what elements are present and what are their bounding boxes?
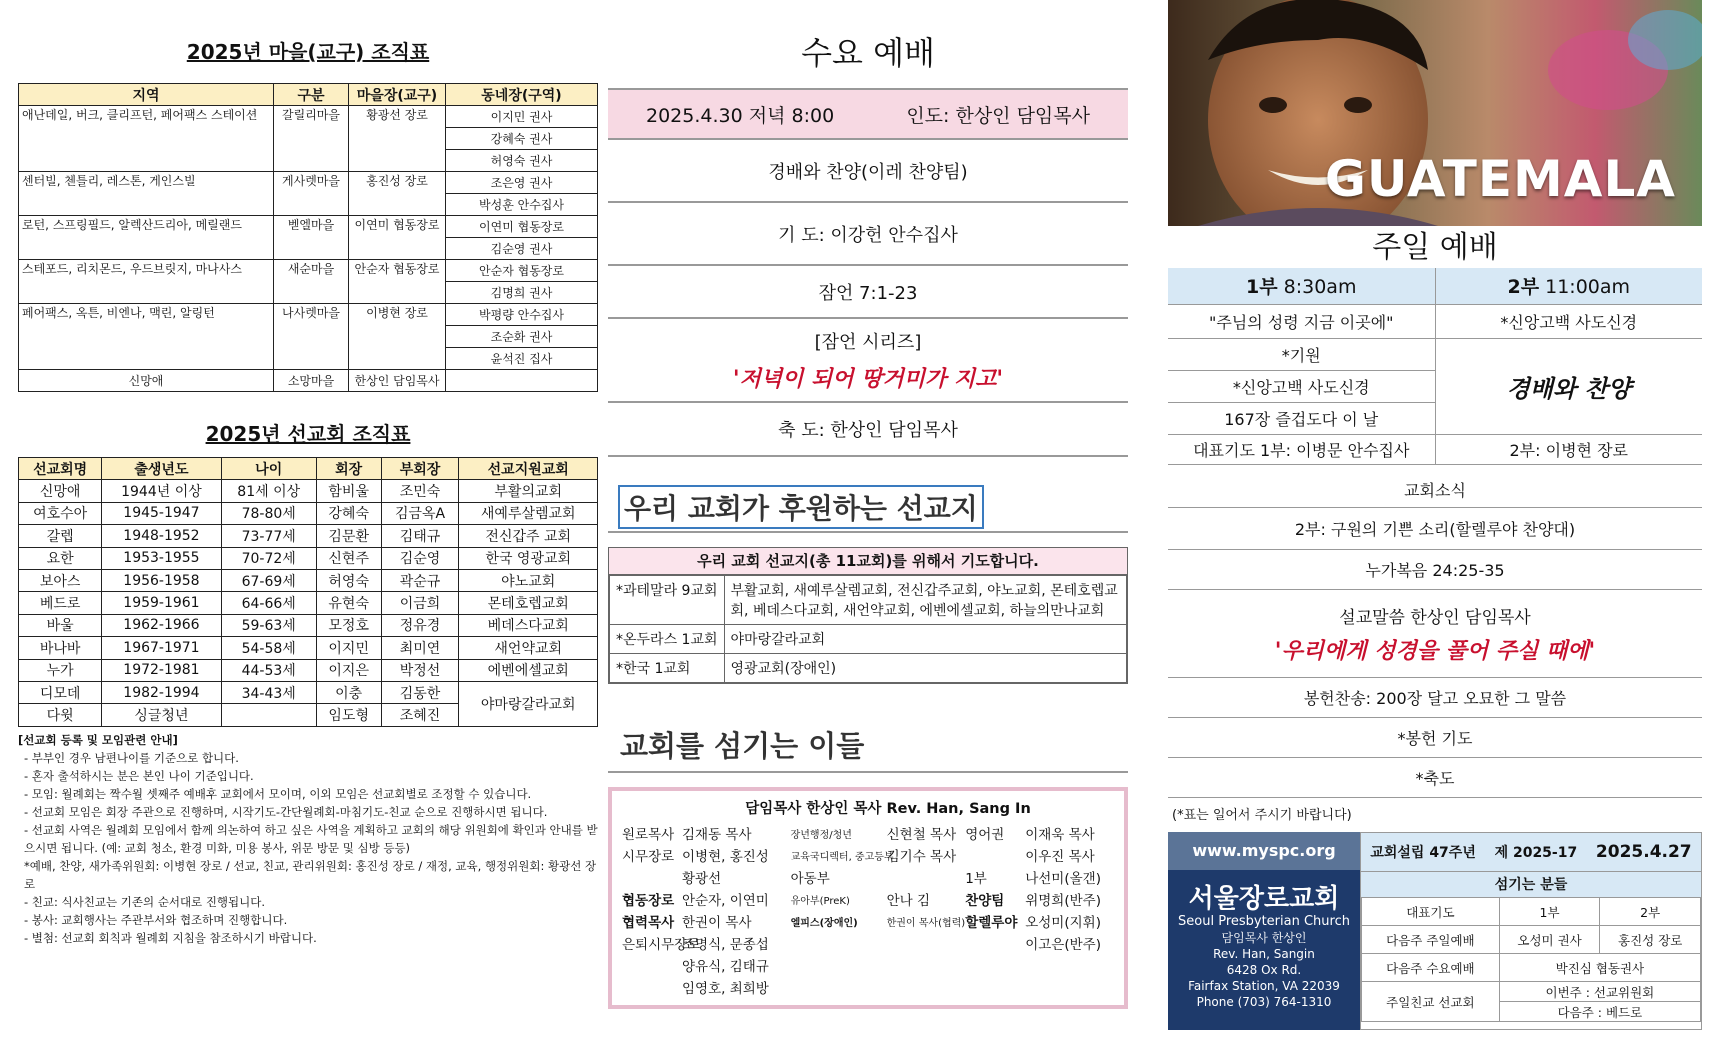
mission-header: 부회장 bbox=[381, 458, 459, 480]
mission-row bbox=[19, 592, 598, 614]
serve-cell: 다음주 수요예배 bbox=[1362, 954, 1500, 982]
mission-cell: 곽순규 bbox=[381, 569, 459, 591]
mission-cell: 이지은 bbox=[316, 659, 381, 681]
issue-number: 제 2025-17 bbox=[1494, 845, 1578, 861]
staff-name: 한권이 목사(협력) bbox=[886, 917, 966, 929]
staff-role: 은퇴시무장로 bbox=[622, 937, 701, 953]
serve-row bbox=[1362, 982, 1701, 1002]
org-header: 구분 bbox=[274, 84, 349, 106]
org-leader: 홍진성 장로 bbox=[349, 172, 446, 216]
org-region: 신망애 bbox=[19, 370, 274, 392]
serve-cell: 대표기도 bbox=[1362, 898, 1500, 926]
org-header: 지역 bbox=[19, 84, 274, 106]
right-column bbox=[1168, 0, 1704, 1039]
church-name: 서울장로교회 bbox=[1188, 884, 1340, 914]
serve-cell: 1부 bbox=[1499, 898, 1600, 926]
wednesday-title: 수요 예배 bbox=[801, 34, 935, 72]
mission-cell: 59-63세 bbox=[221, 614, 316, 636]
mission-cell bbox=[221, 704, 316, 726]
missions-box bbox=[608, 547, 1128, 684]
scripture-row bbox=[608, 266, 1128, 319]
mission-cell: 조민숙 bbox=[381, 480, 459, 502]
mission-cell: 바나바 bbox=[19, 637, 102, 659]
hymn167: 167장 즐겁도다 이 날 bbox=[1168, 402, 1435, 434]
org-sub: 윤석진 집사 bbox=[446, 348, 598, 370]
serve-cell: 2부 bbox=[1600, 898, 1701, 926]
mission-cell: 64-66세 bbox=[221, 592, 316, 614]
servants-title: 교회를 섬기는 이들 bbox=[620, 729, 865, 763]
mission-row bbox=[19, 637, 598, 659]
mission-cell: 34-43세 bbox=[221, 681, 316, 703]
service1-header bbox=[1168, 268, 1435, 304]
benediction: *축도 bbox=[1415, 769, 1455, 788]
serve-row bbox=[1362, 898, 1701, 926]
staff-entry bbox=[791, 888, 966, 910]
org-village: 게사렛마을 bbox=[274, 172, 349, 216]
org-region: 페어팩스, 옥튼, 비엔나, 맥린, 알링턴 bbox=[19, 304, 274, 370]
staff-entry bbox=[622, 866, 791, 888]
mission-cell: 한국 영광교회 bbox=[459, 547, 598, 569]
sermon-title: '저녁이 되어 땅거미가 지고' bbox=[732, 365, 1004, 392]
staff-name: 임영호, 최희방 bbox=[682, 981, 769, 997]
staff-name: 안순자, 이연미 bbox=[682, 893, 769, 909]
mission-church-row bbox=[610, 654, 1127, 683]
staff-role: 장년행정/청년 bbox=[790, 829, 852, 841]
offering-prayer: *봉헌 기도 bbox=[1397, 729, 1473, 748]
choir-text: 2부: 구원의 기쁜 소리(할렐루야 찬양대) bbox=[1294, 520, 1576, 539]
mission-cell: 1972-1981 bbox=[102, 659, 221, 681]
mission-cell: 78-80세 bbox=[221, 502, 316, 524]
serve-cell: 다음주 : 베드로 bbox=[1499, 1002, 1700, 1022]
offering-row bbox=[1168, 678, 1702, 718]
issue-date: 2025.4.27 bbox=[1595, 842, 1692, 862]
org-sub: 박성훈 안수집사 bbox=[446, 194, 598, 216]
mission-cell: 누가 bbox=[19, 659, 102, 681]
serve-cell: 다음주 주일예배 bbox=[1362, 926, 1500, 954]
staff-name: 한권이 목사 bbox=[682, 915, 752, 931]
mission-header: 나이 bbox=[221, 458, 316, 480]
left-column bbox=[18, 0, 598, 1039]
mission-cell: 싱글청년 bbox=[102, 704, 221, 726]
note-item: - 선교회 모임은 회장 주관으로 진행하며, 시작기도-간단월례회-마침기도-친교 순으로 진행하시면 됩니다. bbox=[24, 804, 548, 819]
stand-note: (*표는 일어서 주시기 바랍니다) bbox=[1172, 808, 1352, 823]
staff-box bbox=[608, 787, 1128, 1009]
staff-name: 오성미(지휘) bbox=[1025, 915, 1101, 931]
staff-role: 1부 bbox=[965, 871, 987, 887]
church-name-en: Seoul Presbyterian Church bbox=[1178, 914, 1350, 929]
creed2: *신앙고백 사도신경 bbox=[1435, 304, 1702, 338]
staff-role: 협력목사 bbox=[622, 915, 675, 931]
mission-churches: 부활교회, 새예루살렘교회, 전신갑주교회, 야노교회, 몬테호렙교회, 베데스다교회, 새언약교회, 에벤에셀교회, 하늘의만나교회 bbox=[724, 576, 1126, 625]
mission-cell: 보아스 bbox=[19, 569, 102, 591]
pastor-en: Rev. Han, Sangin bbox=[1213, 947, 1315, 961]
serve-cell: 주일친교 선교회 bbox=[1362, 982, 1500, 1022]
mission-cell: 베데스다교회 bbox=[459, 614, 598, 636]
org-sub: 김명희 권사 bbox=[446, 282, 598, 304]
mission-cell: 이금희 bbox=[381, 592, 459, 614]
middle-column bbox=[608, 0, 1128, 1039]
mission-cell: 1967-1971 bbox=[102, 637, 221, 659]
mission-cell: 70-72세 bbox=[221, 547, 316, 569]
mission-row bbox=[19, 614, 598, 636]
staff-role: 아동부 bbox=[790, 871, 830, 887]
mission-header: 선교회명 bbox=[19, 458, 102, 480]
staff-role: 할렐루야 bbox=[965, 915, 1018, 931]
staff-entry bbox=[622, 822, 791, 844]
mission-row bbox=[19, 659, 598, 681]
mission-church-row bbox=[610, 576, 1127, 625]
staff-name: 이병현, 홍진성 bbox=[682, 849, 769, 865]
notes-heading: [선교회 등록 및 모임관련 안내] bbox=[18, 732, 178, 747]
staff-role: 찬양팀 bbox=[965, 893, 1005, 909]
staff-entry bbox=[622, 888, 791, 910]
wednesday-leader: 인도: 한상인 담임목사 bbox=[906, 104, 1090, 127]
mission-cell: 1944년 이상 bbox=[102, 480, 221, 502]
org-region: 애난데일, 버크, 클리프턴, 페어팩스 스테이션 bbox=[19, 106, 274, 172]
mission-cell: 1956-1958 bbox=[102, 569, 221, 591]
staff-entry bbox=[965, 910, 1114, 932]
staff-name: 이재욱 목사 bbox=[1025, 827, 1095, 843]
mission-cell: 부활의교회 bbox=[459, 480, 598, 502]
mission-cell: 허영숙 bbox=[316, 569, 381, 591]
staff-name: 김재동 목사 bbox=[682, 827, 752, 843]
service1-time: 8:30am bbox=[1283, 276, 1357, 299]
mission-cell: 최미연 bbox=[381, 637, 459, 659]
org-village: 새순마을 bbox=[274, 260, 349, 304]
org-leader: 이병현 장로 bbox=[349, 304, 446, 370]
prayer-text: 기 도: 이강헌 안수집사 bbox=[778, 224, 958, 246]
mission-country: *과테말라 9교회 bbox=[610, 576, 725, 625]
mission-cell: 야마랑갈라교회 bbox=[459, 681, 598, 726]
staff-entry bbox=[965, 932, 1114, 954]
phone: Phone (703) 764-1310 bbox=[1196, 995, 1332, 1009]
praise-row bbox=[608, 140, 1128, 203]
sermon-by: 설교말씀 한상인 담임목사 bbox=[1339, 607, 1531, 628]
org-village: 나사렛마을 bbox=[274, 304, 349, 370]
mission-cell: 1948-1952 bbox=[102, 525, 221, 547]
org-sub: 조순화 권사 bbox=[446, 326, 598, 348]
org-village: 벧엘마을 bbox=[274, 216, 349, 260]
mission-table bbox=[18, 457, 598, 727]
staff-name: 나선미(올갠) bbox=[1025, 871, 1101, 887]
org-region: 로턴, 스프링필드, 알렉산드리아, 메릴랜드 bbox=[19, 216, 274, 260]
mission-cell: 김동한 bbox=[381, 681, 459, 703]
notes bbox=[18, 731, 598, 947]
mission-cell: 1962-1966 bbox=[102, 614, 221, 636]
choir-row bbox=[1168, 508, 1702, 550]
staff-name: 황광선 bbox=[682, 871, 722, 887]
sermon-row-sun bbox=[1168, 590, 1702, 678]
mission-cell: 1959-1961 bbox=[102, 592, 221, 614]
mission-row bbox=[19, 569, 598, 591]
serve-heading: 섬기는 분들 bbox=[1361, 871, 1701, 897]
staff-role: 영어권 bbox=[965, 827, 1005, 843]
sun-scripture: 누가복음 24:25-35 bbox=[1365, 561, 1505, 580]
mission-title: 2025년 선교회 조직표 bbox=[205, 422, 411, 446]
serve-cell: 박진심 협동권사 bbox=[1499, 954, 1700, 982]
mission-cell: 몬테호렙교회 bbox=[459, 592, 598, 614]
mission-cell: 신망애 bbox=[19, 480, 102, 502]
staff-entry bbox=[791, 844, 966, 866]
benediction-row bbox=[1168, 758, 1702, 798]
org-leader: 황광선 장로 bbox=[349, 106, 446, 172]
staff-entry bbox=[791, 910, 966, 932]
org-row bbox=[19, 304, 598, 326]
org-leader: 한상인 담임목사 bbox=[349, 370, 446, 392]
org-sub: 이지민 권사 bbox=[446, 106, 598, 128]
mission-cell: 67-69세 bbox=[221, 569, 316, 591]
mission-cell: 여호수아 bbox=[19, 502, 102, 524]
mission-cell: 유현숙 bbox=[316, 592, 381, 614]
serve-cell: 이번주 : 선교위원회 bbox=[1499, 982, 1700, 1002]
mission-cell: 박정선 bbox=[381, 659, 459, 681]
mission-cell: 디모데 bbox=[19, 681, 102, 703]
mission-country: *온두라스 1교회 bbox=[610, 625, 725, 654]
series-text: [잠언 시리즈] bbox=[814, 331, 922, 353]
org-row bbox=[19, 260, 598, 282]
mission-header: 출생년도 bbox=[102, 458, 221, 480]
staff-name: 위명희(반주) bbox=[1025, 893, 1101, 909]
hero-caption: GUATEMALA bbox=[1324, 150, 1676, 208]
staff-entry bbox=[965, 866, 1114, 888]
prayer1: 대표기도 1부: 이병문 안수집사 bbox=[1168, 434, 1435, 464]
service2-label: 2부 bbox=[1507, 276, 1540, 299]
mission-header: 선교지원교회 bbox=[459, 458, 598, 480]
mission-cell: 김문환 bbox=[316, 525, 381, 547]
staff-entry bbox=[622, 932, 791, 954]
note-item: - 모임: 월례회는 짝수월 셋째주 예배후 교회에서 모이며, 이외 모임은 선교회별로 조정할 수 있습니다. bbox=[24, 786, 532, 801]
staff-role: 시무장로 bbox=[622, 849, 675, 865]
praise-text: 경배와 찬양(이레 찬양팀) bbox=[768, 161, 968, 183]
offering-text: 봉헌찬송: 200장 달고 오묘한 그 말씀 bbox=[1303, 689, 1567, 708]
staff-column bbox=[622, 822, 791, 998]
note-item: - 친교: 식사친교는 기존의 순서대로 진행됩니다. bbox=[24, 894, 266, 909]
issue-bar bbox=[1361, 833, 1701, 871]
address2: Fairfax Station, VA 22039 bbox=[1188, 979, 1340, 993]
hero-image bbox=[1168, 0, 1702, 226]
note-item: - 봉사: 교회행사는 주관부서와 협조하며 진행합니다. bbox=[24, 912, 288, 927]
mission-cell: 모정호 bbox=[316, 614, 381, 636]
offering-prayer-row bbox=[1168, 718, 1702, 758]
mission-row bbox=[19, 547, 598, 569]
mission-cell: 신현주 bbox=[316, 547, 381, 569]
staff-entry bbox=[622, 910, 791, 932]
missions-title: 우리 교회가 후원하는 선교지 bbox=[618, 485, 984, 529]
news-row bbox=[1168, 472, 1702, 508]
church-url[interactable]: www.myspc.org bbox=[1168, 832, 1360, 870]
staff-name: 이고은(반주) bbox=[1025, 937, 1101, 953]
service2-header bbox=[1435, 268, 1702, 304]
mission-cell: 요한 bbox=[19, 547, 102, 569]
serve-box bbox=[1360, 832, 1702, 1030]
org-leader: 안순자 협동장로 bbox=[349, 260, 446, 304]
staff-entry bbox=[965, 822, 1114, 844]
service2-time: 11:00am bbox=[1545, 276, 1631, 299]
mission-cell: 함비울 bbox=[316, 480, 381, 502]
mission-cell: 54-58세 bbox=[221, 637, 316, 659]
serve-cell: 오성미 권사 bbox=[1499, 926, 1600, 954]
org-title: 2025년 마을(교구) 조직표 bbox=[186, 40, 430, 64]
mission-row bbox=[19, 681, 598, 703]
mission-cell: 이지민 bbox=[316, 637, 381, 659]
org-region: 센터빌, 첸틀리, 레스톤, 게인스빌 bbox=[19, 172, 274, 216]
sermon-row bbox=[608, 319, 1128, 403]
staff-entry bbox=[791, 866, 966, 888]
mission-cell: 바울 bbox=[19, 614, 102, 636]
footer bbox=[1168, 832, 1702, 1030]
prayer-row bbox=[608, 203, 1128, 266]
scripture-row-sun bbox=[1168, 550, 1702, 590]
mission-cell: 1945-1947 bbox=[102, 502, 221, 524]
sunday-table bbox=[1168, 268, 1702, 465]
sunday-order bbox=[1168, 472, 1702, 823]
staff-name: 조명식, 문종섭 bbox=[682, 937, 769, 953]
org-header: 마을장(교구) bbox=[349, 84, 446, 106]
mission-cell: 새예루살렘교회 bbox=[459, 502, 598, 524]
mission-row bbox=[19, 480, 598, 502]
staff-name: 신현철 목사 bbox=[886, 827, 957, 843]
serve-row bbox=[1362, 954, 1701, 982]
mission-cell: 베드로 bbox=[19, 592, 102, 614]
news-text: 교회소식 bbox=[1404, 481, 1466, 500]
mission-cell: 조혜진 bbox=[381, 704, 459, 726]
note-item: - 선교회 사역은 월례회 모임에서 함께 의논하여 하고 싶은 사역을 계획하고 교회의 해당 위원회에 확인과 안내를 받으시면 됩니다. (예: 교회 청소, 환경 미화, 미용 봉사, 위문 방문 및 심방 등등) bbox=[24, 822, 598, 855]
serve-cell: 홍진성 장로 bbox=[1600, 926, 1701, 954]
org-sub: 강혜숙 권사 bbox=[446, 128, 598, 150]
note-item: - 별첨: 선교회 회칙과 월례회 지침을 참조하시기 바랍니다. bbox=[24, 930, 317, 945]
mission-row bbox=[19, 525, 598, 547]
org-row bbox=[19, 106, 598, 128]
prayer2: 2부: 이병현 장로 bbox=[1435, 434, 1702, 464]
org-row bbox=[19, 370, 598, 392]
note-item: - 혼자 출석하시는 분은 본인 나이 기준입니다. bbox=[24, 768, 254, 783]
note-item: - 부부인 경우 남편나이를 기준으로 합니다. bbox=[24, 750, 239, 765]
org-table bbox=[18, 83, 598, 392]
invocation: *기원 bbox=[1168, 338, 1435, 370]
serve-row bbox=[1362, 926, 1701, 954]
creed1: *신앙고백 사도신경 bbox=[1168, 370, 1435, 402]
org-sub: 허영숙 권사 bbox=[446, 150, 598, 172]
church-info bbox=[1168, 832, 1360, 1030]
missions-heading: 우리 교회 선교지(총 11교회)를 위해서 기도합니다. bbox=[609, 548, 1127, 575]
staff-role: 유아부(PreK) bbox=[790, 895, 850, 907]
mission-cell: 44-53세 bbox=[221, 659, 316, 681]
mission-cell: 김순영 bbox=[381, 547, 459, 569]
anniversary: 교회설립 47주년 bbox=[1370, 845, 1476, 861]
hymn1: "주님의 성령 지금 이곳에" bbox=[1168, 304, 1435, 338]
blessing-text: 축 도: 한상인 담임목사 bbox=[778, 420, 958, 441]
mission-churches: 영광교회(장애인) bbox=[724, 654, 1126, 683]
mission-cell: 강혜숙 bbox=[316, 502, 381, 524]
org-sub: 이연미 협동장로 bbox=[446, 216, 598, 238]
staff-name: 이우진 목사 bbox=[1025, 849, 1095, 865]
mission-cell: 새언약교회 bbox=[459, 637, 598, 659]
staff-entry bbox=[791, 822, 966, 844]
note-item: *예배, 찬양, 새가족위원회: 이병현 장로 / 선교, 친교, 관리위원회: 홍진성 장로 / 재정, 교육, 행정위원회: 황광선 장로 bbox=[24, 858, 597, 891]
mission-cell: 갈렙 bbox=[19, 525, 102, 547]
staff-entry bbox=[965, 888, 1114, 910]
staff-entry bbox=[622, 844, 791, 866]
mission-cell: 1982-1994 bbox=[102, 681, 221, 703]
sun-sermon-title: '우리에게 성경을 풀어 주실 때에' bbox=[1274, 637, 1596, 664]
staff-name: 양유식, 김태규 bbox=[682, 959, 769, 975]
staff-name: 안나 김 bbox=[886, 893, 931, 909]
mission-cell: 전신갑주 교회 bbox=[459, 525, 598, 547]
staff-entry bbox=[622, 976, 791, 998]
org-sub: 김순영 권사 bbox=[446, 238, 598, 260]
org-row bbox=[19, 216, 598, 238]
scripture-text: 잠언 7:1-23 bbox=[818, 282, 918, 304]
org-village: 갈릴리마을 bbox=[274, 106, 349, 172]
staff-role: 교육국디렉터, 중고등부 bbox=[790, 851, 894, 863]
staff-role: 원로목사 bbox=[622, 827, 675, 843]
wednesday-bar bbox=[608, 88, 1128, 140]
mission-header: 회장 bbox=[316, 458, 381, 480]
staff-role: 협동장로 bbox=[622, 893, 675, 909]
org-village: 소망마을 bbox=[274, 370, 349, 392]
org-header: 동네장(구역) bbox=[446, 84, 598, 106]
org-region: 스테포드, 리치몬드, 우드브릿지, 마나사스 bbox=[19, 260, 274, 304]
staff-heading: 담임목사 한상인 목사 Rev. Han, Sang In bbox=[745, 801, 1031, 817]
mission-cell: 임도형 bbox=[316, 704, 381, 726]
address1: 6428 Ox Rd. bbox=[1226, 963, 1302, 977]
praise2: 경배와 찬양 bbox=[1435, 338, 1702, 434]
mission-church-row bbox=[610, 625, 1127, 654]
staff-entry bbox=[965, 844, 1114, 866]
mission-churches: 야마랑갈라교회 bbox=[724, 625, 1126, 654]
org-row bbox=[19, 172, 598, 194]
staff-column bbox=[791, 822, 966, 998]
mission-cell: 81세 이상 bbox=[221, 480, 316, 502]
mission-country: *한국 1교회 bbox=[610, 654, 725, 683]
org-sub: 박평량 안수집사 bbox=[446, 304, 598, 326]
mission-cell: 73-77세 bbox=[221, 525, 316, 547]
org-leader: 이연미 협동장로 bbox=[349, 216, 446, 260]
mission-cell: 김태규 bbox=[381, 525, 459, 547]
blessing-row bbox=[608, 403, 1128, 457]
org-sub bbox=[446, 370, 598, 392]
staff-name: 김기수 목사 bbox=[886, 849, 957, 865]
org-sub: 조은영 권사 bbox=[446, 172, 598, 194]
service1-label: 1부 bbox=[1246, 276, 1278, 299]
staff-entry bbox=[622, 954, 791, 976]
mission-cell: 이충 bbox=[316, 681, 381, 703]
pastor-ko: 담임목사 한상인 bbox=[1221, 931, 1307, 945]
mission-cell: 야노교회 bbox=[459, 569, 598, 591]
mission-cell: 정유경 bbox=[381, 614, 459, 636]
mission-cell: 다윗 bbox=[19, 704, 102, 726]
org-sub: 안순자 협동장로 bbox=[446, 260, 598, 282]
mission-cell: 에벤에셀교회 bbox=[459, 659, 598, 681]
mission-row bbox=[19, 502, 598, 524]
sunday-title: 주일 예배 bbox=[1372, 230, 1498, 265]
wednesday-date: 2025.4.30 저녁 8:00 bbox=[646, 104, 835, 127]
mission-cell: 1953-1955 bbox=[102, 547, 221, 569]
mission-cell: 김금옥A bbox=[381, 502, 459, 524]
staff-role: 엘피스(장애인) bbox=[790, 917, 858, 929]
staff-column bbox=[965, 822, 1114, 998]
